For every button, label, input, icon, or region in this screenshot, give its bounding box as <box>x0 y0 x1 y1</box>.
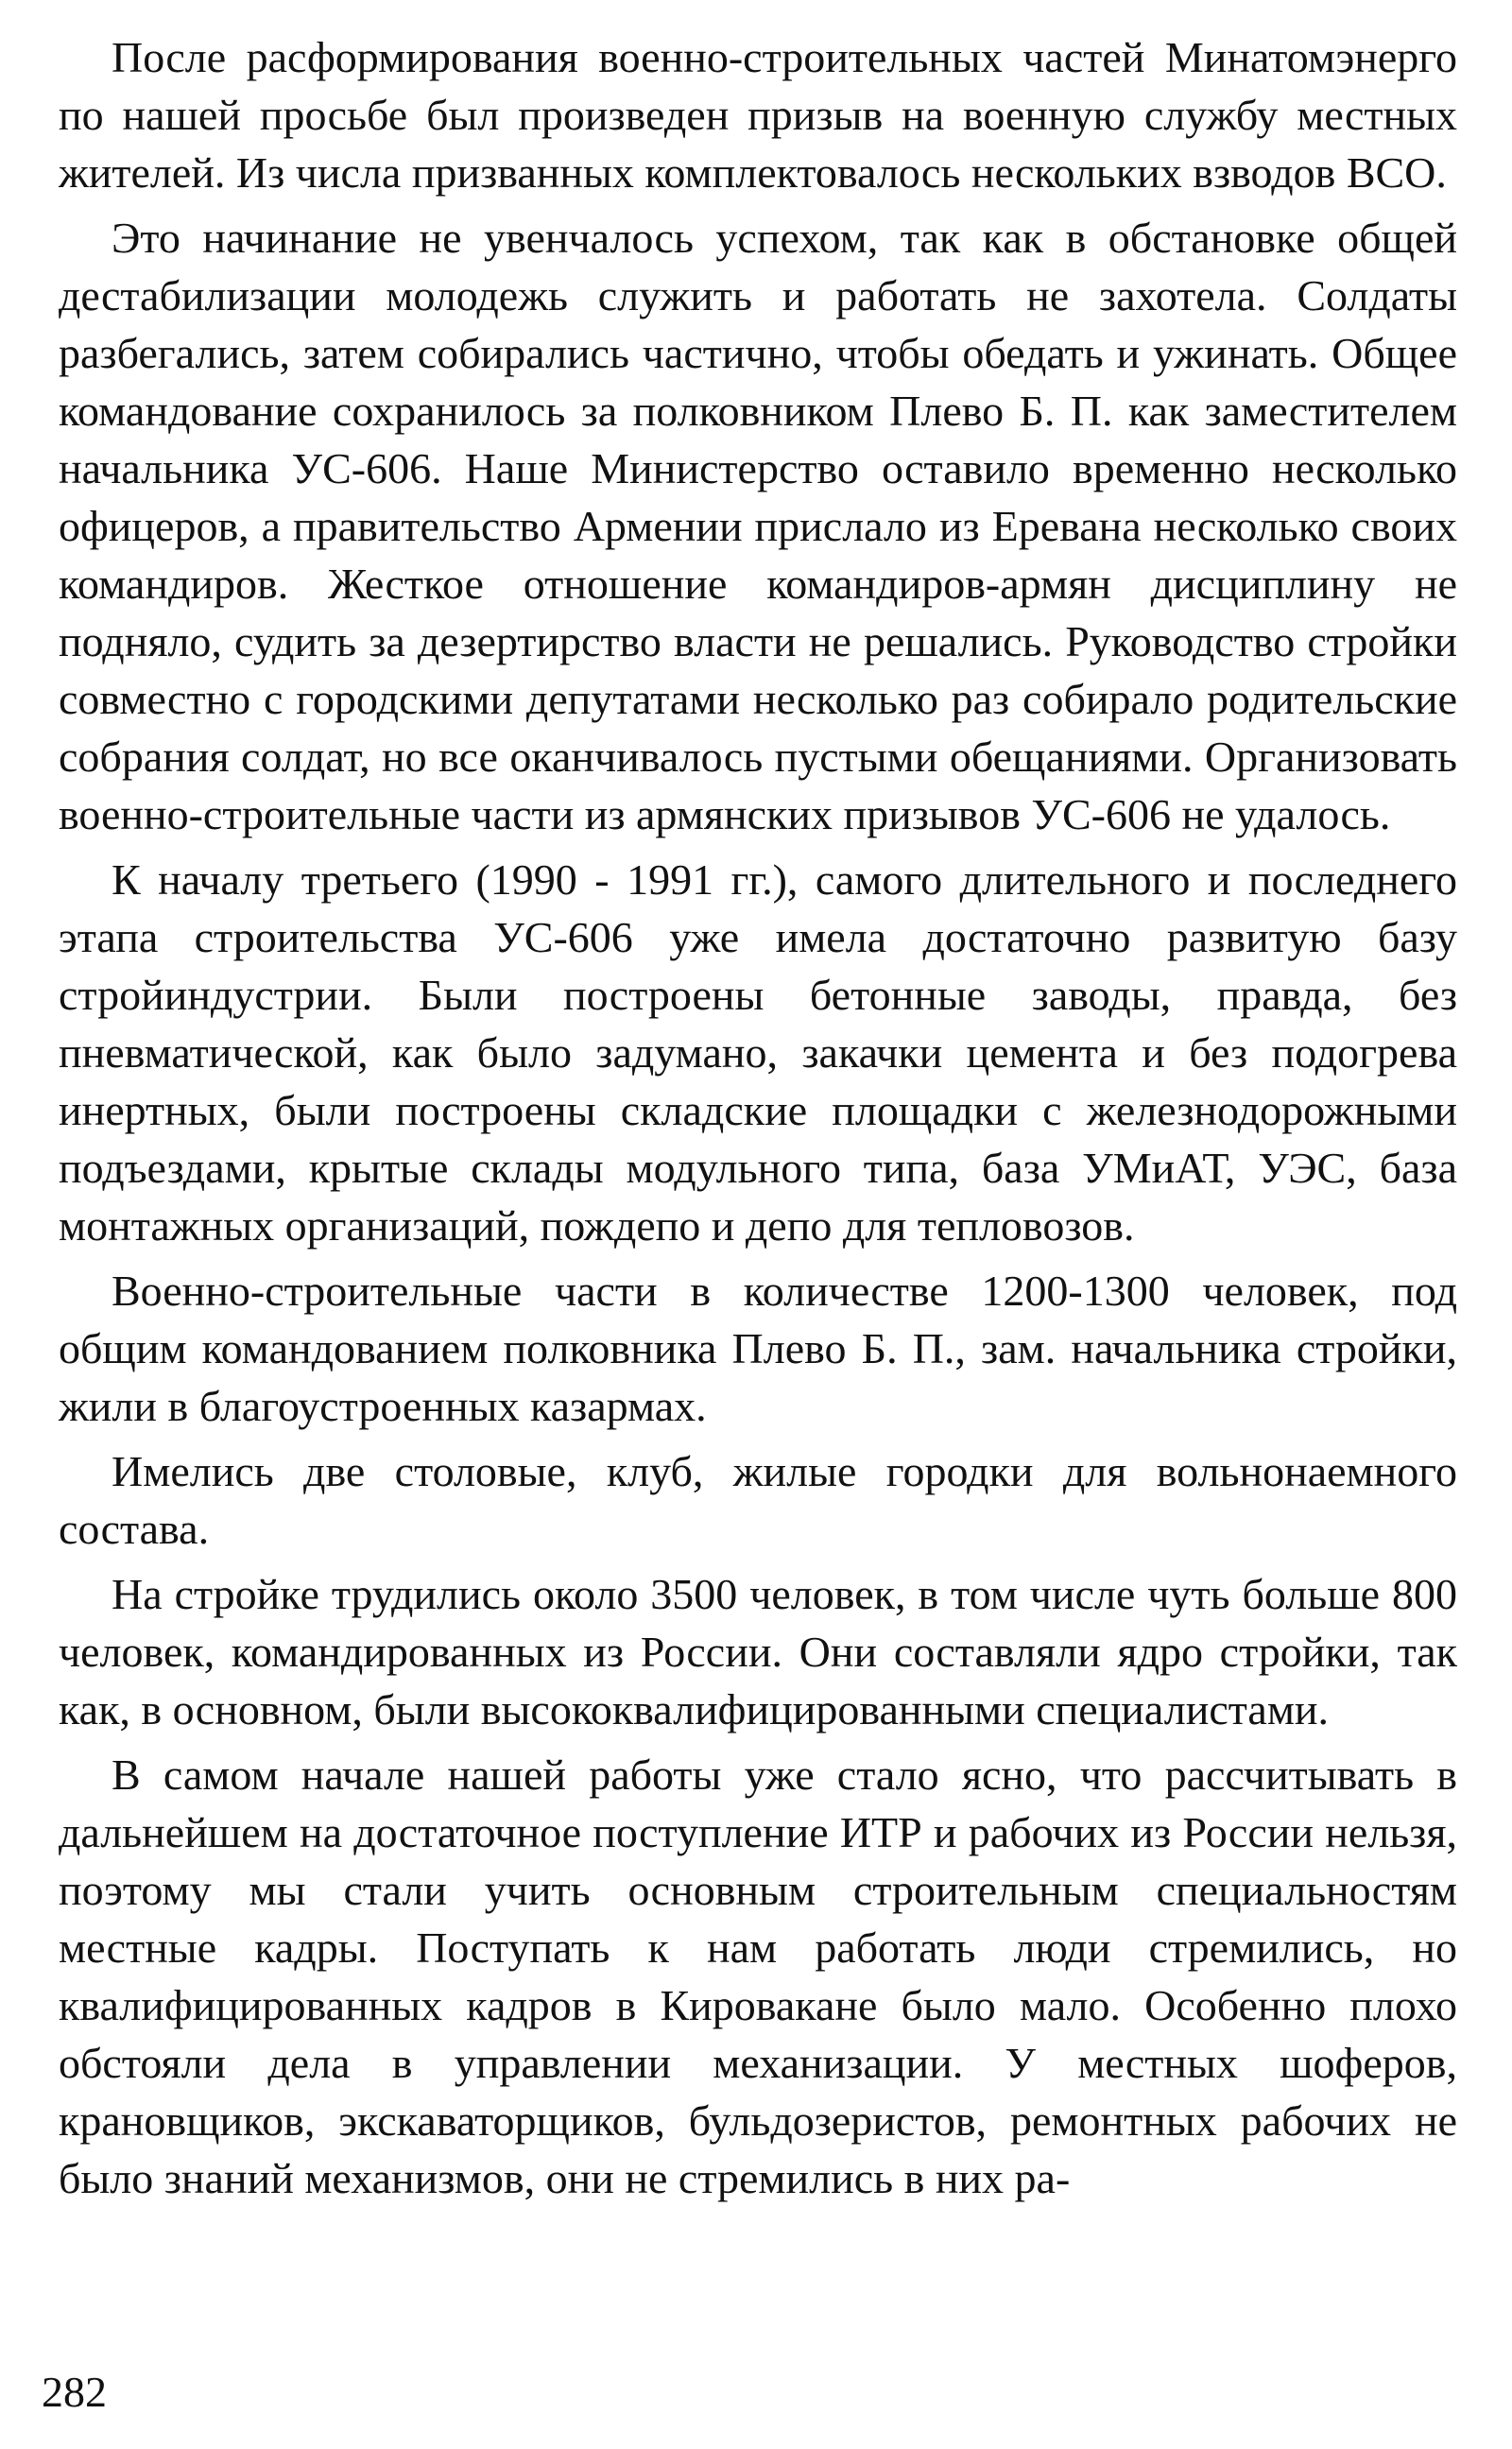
paragraph-5: Имелись две столовые, клуб, жилые городки для вольнонаемного состава. <box>59 1447 1457 1553</box>
paragraph-2: Это начинание не увенчалось успехом, так как в обстановке общей дестабилизации молодежь служить и работать не захотела. Солдаты разбегались, затем собирались частично, чтобы обедать и ужинать. Общее командование сохранилось за полковником Плево Б. П. как заместителем начальника УС-606. Наше Министерство оставило временно несколько офицеров, а правительство Армении прислало из Еревана несколько своих командиров. Жесткое отношение командиров-армян дисциплину не подняло, судить за дезертирство власти не решались. Руководство стройки совместно с городскими депутатами несколько раз собирало родительские собрания солдат, но все оканчивалось пустыми обещаниями. Организовать военно-строительные части из армянских призывов УС-606 не удалось. <box>59 214 1457 838</box>
paragraph-3: К началу третьего (1990 - 1991 гг.), самого длительного и последнего этапа строительства УС-606 уже имела достаточно развитую базу стройиндустрии. Были построены бетонные заводы, правда, без пневматической, как было задумано, закачки цемента и без подогрева инертных, были построены складские площадки с железнодорожными подъездами, крытые склады модульного типа, база УМиАТ, УЭС, база монтажных организаций, пождепо и депо для тепловозов. <box>59 855 1457 1250</box>
page-number: 282 <box>42 2368 107 2416</box>
page-body <box>59 28 1457 2215</box>
paragraph-1: После расформирования военно-строительных частей Минатомэнерго по нашей просьбе был произведен призыв на военную службу местных жителей. Из числа призванных комплектовалось нескольких взводов ВСО. <box>59 33 1457 197</box>
paragraph-4: Военно-строительные части в количестве 1200-1300 человек, под общим командованием полковника Плево Б. П., зам. начальника стройки, жили в благоустроенных казармах. <box>59 1267 1457 1430</box>
paragraph-6: На стройке трудились около 3500 человек, в том числе чуть больше 800 человек, командированных из России. Они составляли ядро стройки, так как, в основном, были высококвалифицированными специалистами. <box>59 1570 1457 1733</box>
paragraph-7: В самом начале нашей работы уже стало ясно, что рассчитывать в дальнейшем на достаточное поступление ИТР и рабочих из России нельзя, поэтому мы стали учить основным строительным специальностям местные кадры. Поступать к нам работать люди стремились, но квалифицированных кадров в Кировакане было мало. Особенно плохо обстояли дела в управлении механизации. У местных шоферов, крановщиков, экскаваторщиков, бульдозеристов, ремонтных рабочих не было знаний механизмов, они не стремились в них ра- <box>59 1751 1457 2202</box>
